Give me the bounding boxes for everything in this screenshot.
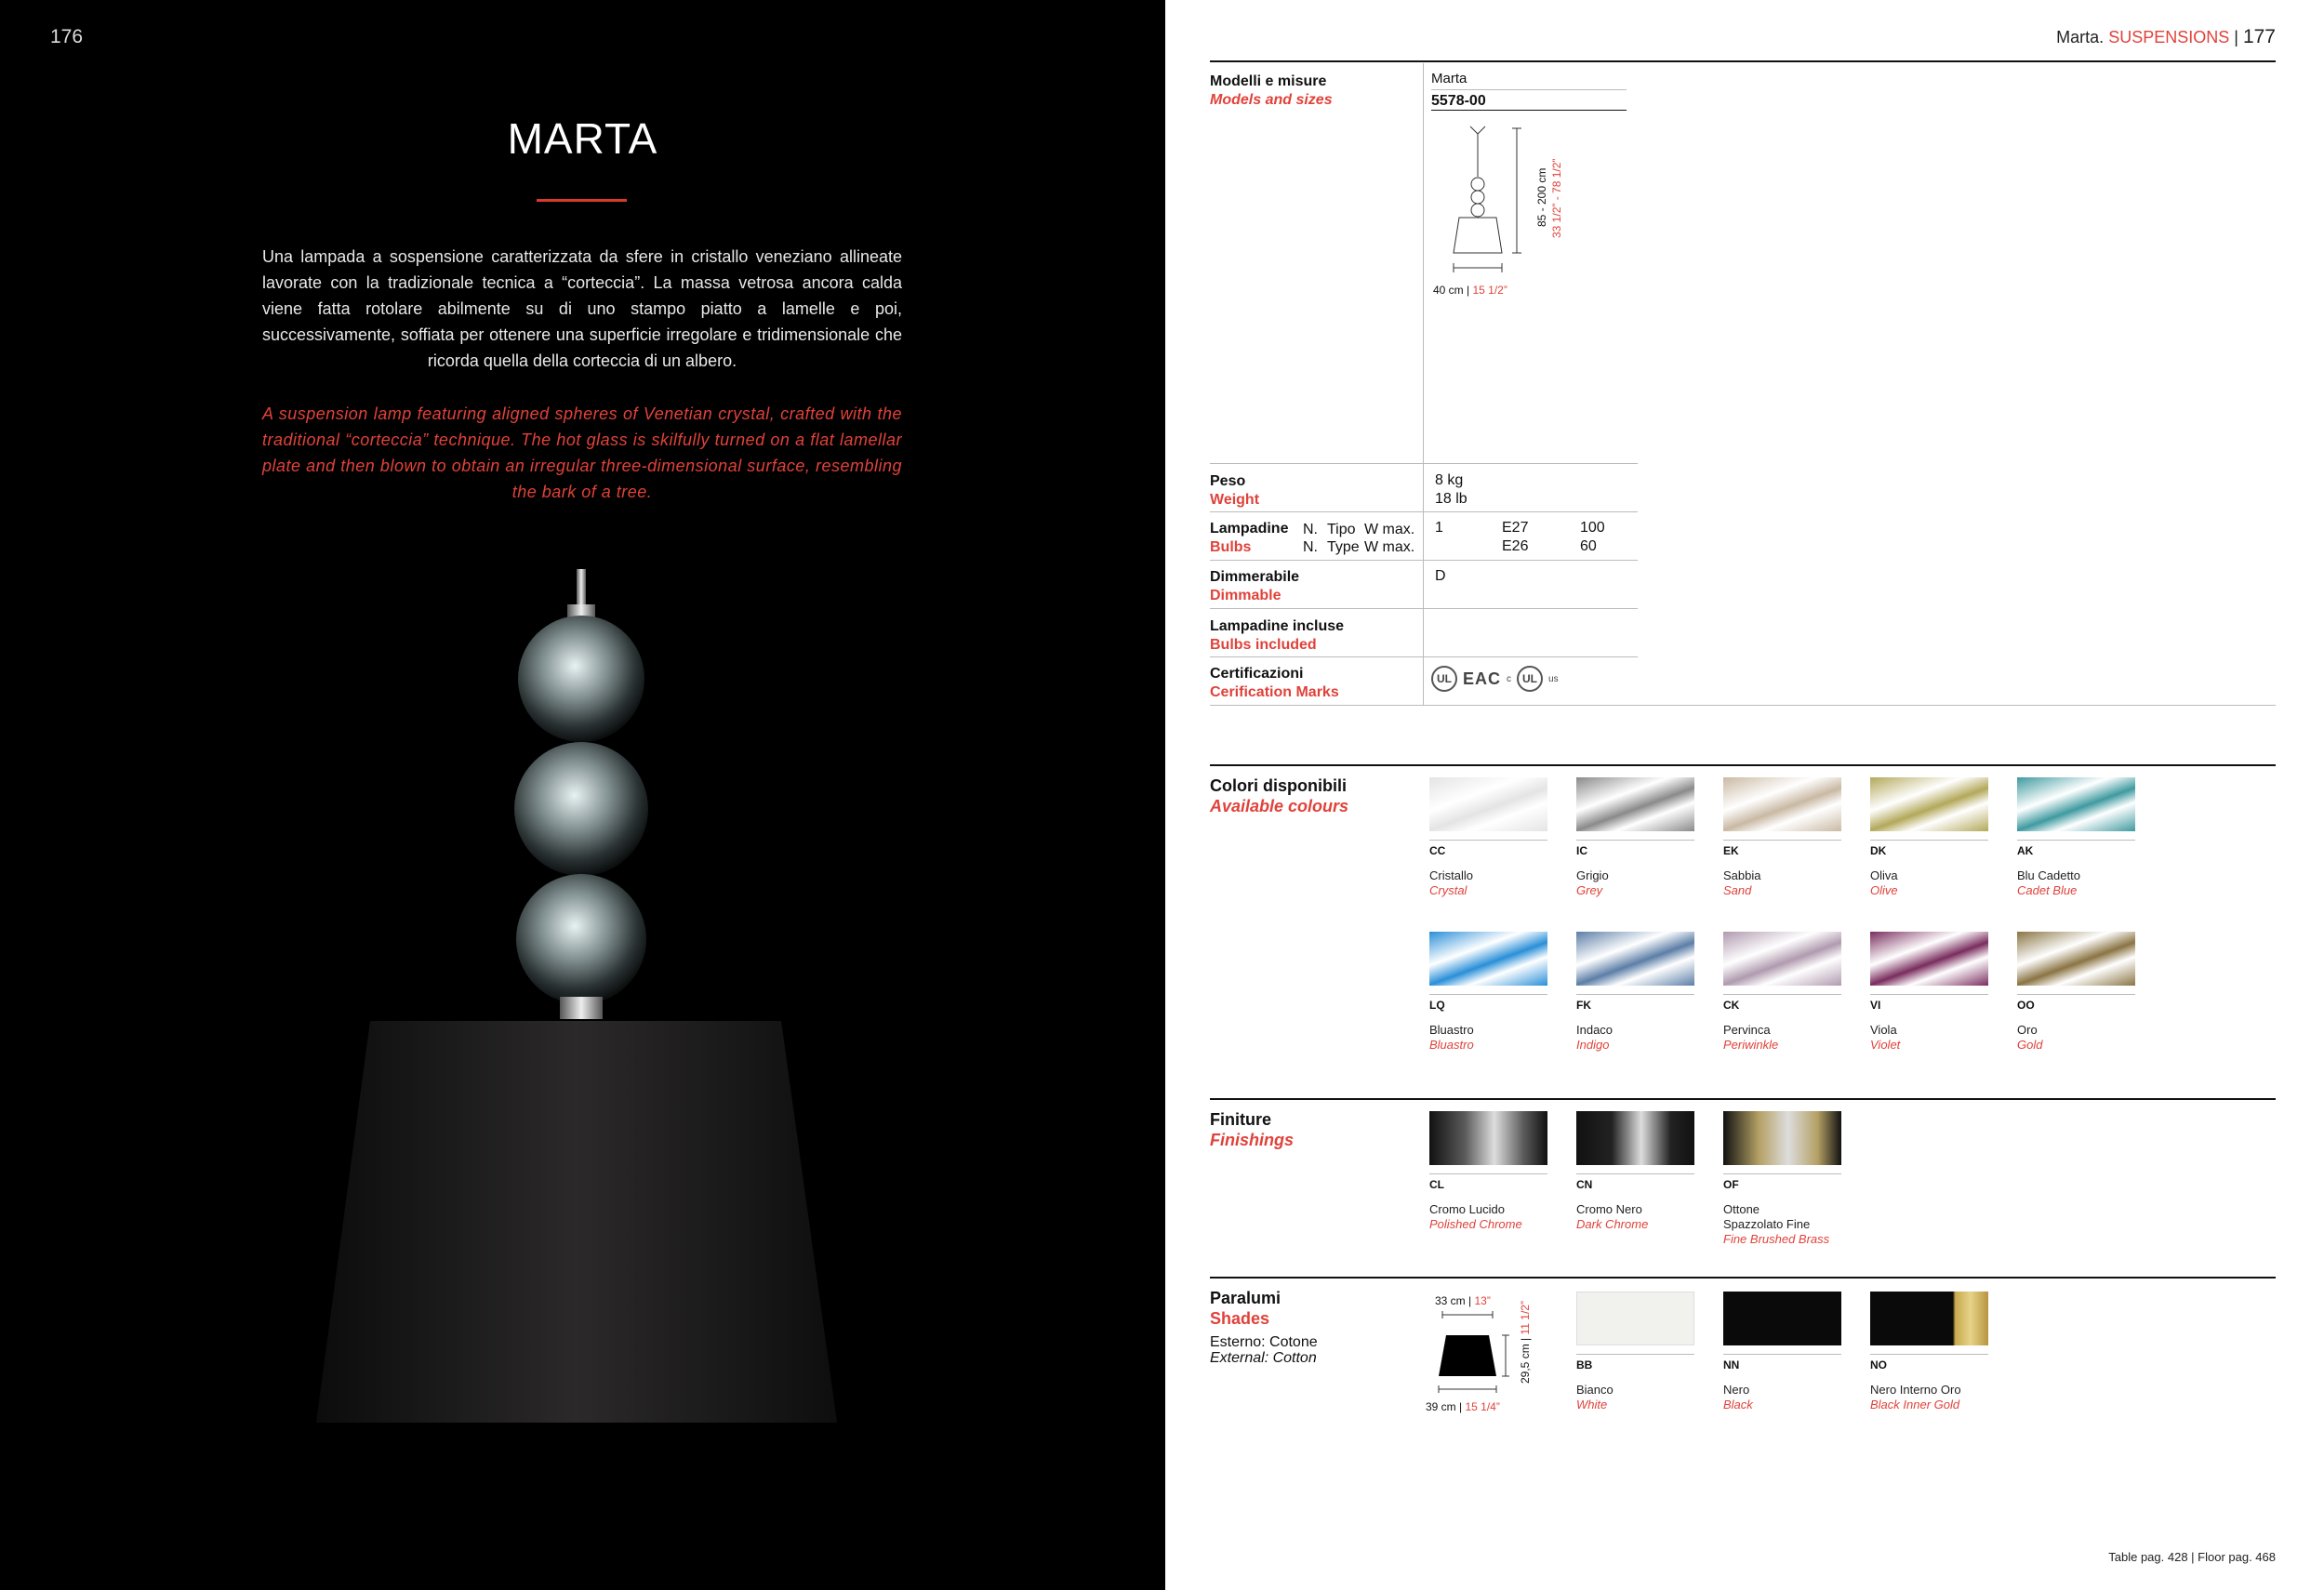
dimmable-label (1210, 568, 1299, 605)
page-header (2056, 26, 2276, 48)
header-category: SUSPENSIONS (2108, 28, 2230, 46)
colour-swatch-image (1723, 932, 1841, 986)
colour-swatch-name-en: Grey (1576, 883, 1603, 897)
finish-swatch-name-it: Cromo Nero (1576, 1202, 1642, 1216)
finishings-label-en: Finishings (1210, 1131, 1294, 1149)
colour-swatch-image (1429, 777, 1547, 831)
colour-swatch-ic (1576, 777, 1694, 898)
shade-swatch-rule (1870, 1354, 1988, 1355)
model-height-inch-label (1550, 159, 1563, 238)
shade-swatch-image (1870, 1292, 1988, 1345)
weight-lb: 18 lb (1435, 491, 1467, 507)
colour-swatch-name-it: Blu Cadetto (2017, 868, 2080, 882)
product-title: MARTA (507, 114, 658, 163)
shade-swatch-name-en: Black (1723, 1398, 1753, 1411)
bulbs-included-label-it: Lampadine incluse (1210, 618, 1345, 634)
cul-c-label: c (1507, 673, 1512, 684)
shades-rule (1210, 1277, 2276, 1279)
colour-swatch-name-en: Periwinkle (1723, 1038, 1779, 1052)
finish-swatch-code: OF (1723, 1178, 1739, 1191)
finish-swatch-image (1723, 1111, 1841, 1165)
colour-swatch-image (1429, 932, 1547, 986)
colour-swatch-name-it: Sabbia (1723, 868, 1761, 882)
colour-swatch-lq (1429, 932, 1547, 1053)
colour-swatch-ak (2017, 777, 2135, 898)
colour-swatch-ek (1723, 777, 1841, 898)
finishings-label-it: Finiture (1210, 1110, 1271, 1129)
description-italian: Una lampada a sospensione caratterizzata da sfere in cristallo veneziano allineate lavorate con la tradizionale tecnica a “corteccia”. La massa vetrosa ancora calda viene fatta rotolare abilmente su di uno stampo piatto a lamelle e poi, successivamente, soffiata per ottenere una superficie irregolare e tridimensionale che ricorda quella della corteccia di un albero. (262, 247, 902, 370)
colour-swatch-image (1576, 777, 1694, 831)
specs-bottom-rule (1210, 705, 2276, 706)
dimmable-label-it: Dimmerabile (1210, 569, 1300, 585)
shade-bottom-size: 39 cm | 15 1/4” (1426, 1400, 1500, 1413)
colour-swatch-rule (1576, 840, 1694, 841)
description-english: A suspension lamp featuring aligned spheres of Venetian crystal, crafted with the traditional “corteccia” technique. The hot glass is skilfully turned on a flat lamellar plate and then blown to obtain an irregular three-dimensional surface, resembling the bark of a tree. (262, 404, 902, 501)
shade-swatch-name-it: Bianco (1576, 1383, 1614, 1397)
bulbs-label-it: Lampadine (1210, 521, 1289, 537)
colour-swatch-name-it: Oliva (1870, 868, 1898, 882)
models-label (1210, 73, 1333, 110)
finish-swatch-code: CN (1576, 1178, 1593, 1191)
finish-swatch-name-en: Dark Chrome (1576, 1217, 1649, 1231)
finish-swatch-cn (1576, 1111, 1694, 1232)
colour-swatch-name-it: Cristallo (1429, 868, 1473, 882)
ul-mark-icon: UL (1431, 666, 1457, 692)
shade-swatch-code: BB (1576, 1358, 1593, 1371)
colour-swatch-name-en: Olive (1870, 883, 1898, 897)
colour-swatch-name-it: Indaco (1576, 1023, 1614, 1037)
cert-label-it: Certificazioni (1210, 666, 1304, 682)
colour-swatch-image (1723, 777, 1841, 831)
finish-swatch-rule (1429, 1173, 1547, 1174)
bulbs-count: 1 (1435, 520, 1443, 536)
model-width-in: 15 1/2” (1472, 284, 1507, 297)
model-name-rule (1431, 89, 1627, 90)
colour-swatch-name-en: Indigo (1576, 1038, 1610, 1052)
bulbs-included-rule (1210, 608, 1638, 609)
colour-swatch-rule (1429, 994, 1547, 995)
colour-swatch-cc (1429, 777, 1547, 898)
shade-height-cm: 29,5 cm (1519, 1344, 1532, 1384)
finish-swatch-name-en: Fine Brushed Brass (1723, 1232, 1830, 1246)
model-name: Marta (1431, 71, 1467, 86)
shade-swatch-name-en: Black Inner Gold (1870, 1398, 1960, 1411)
model-height-label (1535, 168, 1548, 227)
colour-swatch-dk (1870, 777, 1988, 898)
models-label-it: Modelli e misure (1210, 73, 1327, 89)
colour-swatch-image (1870, 777, 1988, 831)
cul-us-label: us (1548, 673, 1559, 684)
finish-swatch-rule (1576, 1173, 1694, 1174)
eac-mark-icon: EAC (1463, 669, 1502, 688)
weight-kg: 8 kg (1435, 472, 1464, 488)
model-height-in: 33 1/2” - 78 1/2” (1550, 158, 1563, 238)
model-width-label: 40 cm | 15 1/2” (1433, 284, 1507, 297)
page-number-left: 176 (50, 26, 84, 47)
colour-swatch-name-en: Violet (1870, 1038, 1901, 1052)
weight-rule (1210, 463, 1638, 464)
cert-label (1210, 665, 1339, 702)
colour-swatch-name-it: Viola (1870, 1023, 1897, 1037)
finish-swatch-name-it: Ottone (1723, 1202, 1760, 1216)
shades-label-it: Paralumi (1210, 1289, 1282, 1307)
bulbs-type-eu: E27 (1502, 520, 1529, 536)
shade-bottom-cm: 39 cm (1426, 1400, 1456, 1413)
colour-swatch-name-it: Oro (2017, 1023, 2038, 1037)
cul-mark-icon: UL (1517, 666, 1543, 692)
colour-swatch-rule (1870, 840, 1988, 841)
shade-swatch-name-en: White (1576, 1398, 1608, 1411)
colour-swatch-image (1576, 932, 1694, 986)
colour-swatch-rule (1576, 994, 1694, 995)
shade-swatch-image (1576, 1292, 1694, 1345)
finish-swatch-image (1429, 1111, 1547, 1165)
colour-swatch-vi (1870, 932, 1988, 1053)
shade-swatch-nn (1723, 1292, 1841, 1412)
shade-bottom-in: 15 1/4” (1465, 1400, 1500, 1413)
colour-swatch-name-it: Grigio (1576, 868, 1609, 882)
colour-swatch-name-en: Sand (1723, 883, 1752, 897)
bulbs-included-label (1210, 617, 1344, 655)
shade-height-in: 11 1/2” (1519, 1301, 1532, 1335)
finish-swatch-code: CL (1429, 1178, 1444, 1191)
finish-swatch-name-it-line2: Spazzolato Fine (1723, 1217, 1811, 1231)
shades-label (1210, 1288, 1281, 1329)
shades-material-it: Esterno: Cotone (1210, 1334, 1318, 1350)
bulbs-rule (1210, 511, 1638, 512)
header-product-name: Marta. (2056, 28, 2105, 46)
bulbs-n-header-en: N. (1303, 539, 1318, 555)
colour-swatch-name-en: Bluastro (1429, 1038, 1474, 1052)
finish-swatch-of (1723, 1111, 1841, 1247)
colour-swatch-ck (1723, 932, 1841, 1053)
colour-swatch-code: VI (1870, 999, 1881, 1012)
colour-swatch-code: OO (2017, 999, 2035, 1012)
weight-label-en: Weight (1210, 492, 1260, 508)
colour-swatch-name-it: Pervinca (1723, 1023, 1771, 1037)
bulbs-wmax-header-en: W max. (1364, 539, 1415, 555)
bulbs-included-label-en: Bulbs included (1210, 637, 1317, 653)
bulbs-label (1210, 520, 1288, 557)
model-height-cm: 85 - 200 cm (1535, 167, 1548, 227)
bulbs-type-header-en: Type (1327, 539, 1360, 555)
colour-swatch-rule (2017, 994, 2135, 995)
page-footer: Table pag. 428 | Floor pag. 468 (2108, 1550, 2276, 1564)
colour-swatch-rule (1870, 994, 1988, 995)
shades-material-en: External: Cotton (1210, 1350, 1317, 1366)
colour-swatch-name-en: Cadet Blue (2017, 883, 2078, 897)
finish-swatch-rule (1723, 1173, 1841, 1174)
colour-swatch-oo (2017, 932, 2135, 1053)
colour-swatch-code: FK (1576, 999, 1591, 1012)
weight-label-it: Peso (1210, 473, 1246, 489)
finish-swatch-name-en: Polished Chrome (1429, 1217, 1522, 1231)
weight-label (1210, 472, 1259, 510)
finish-swatch-cl (1429, 1111, 1547, 1232)
cert-rule (1210, 656, 1638, 657)
shade-swatch-image (1723, 1292, 1841, 1345)
shade-swatch-rule (1576, 1354, 1694, 1355)
bulbs-type-us: E26 (1502, 538, 1529, 554)
colour-swatch-code: AK (2017, 844, 2034, 857)
shade-top-size: 33 cm | 13” (1435, 1294, 1491, 1307)
bulbs-watt-eu: 100 (1580, 520, 1605, 536)
colour-swatch-code: LQ (1429, 999, 1445, 1012)
colours-label-en: Available colours (1210, 797, 1349, 815)
colour-swatch-rule (2017, 840, 2135, 841)
bulbs-type-header: Tipo (1327, 522, 1356, 537)
finishings-rule (1210, 1098, 2276, 1100)
colour-swatch-fk (1576, 932, 1694, 1053)
colours-label (1210, 775, 1348, 816)
cert-marks (1431, 666, 1559, 692)
colour-swatch-code: DK (1870, 844, 1887, 857)
finish-swatch-name-it: Cromo Lucido (1429, 1202, 1505, 1216)
colour-swatch-rule (1723, 994, 1841, 995)
dimmable-value: D (1435, 568, 1446, 584)
model-width-cm: 40 cm (1433, 284, 1464, 297)
shade-swatch-name-it: Nero (1723, 1383, 1750, 1397)
shade-height-label: 29,5 cm | 11 1/2” (1519, 1301, 1532, 1384)
shade-top-cm: 33 cm (1435, 1294, 1466, 1307)
colour-swatch-rule (1723, 840, 1841, 841)
bulbs-n-header: N. (1303, 522, 1318, 537)
colour-swatch-image (1870, 932, 1988, 986)
shade-swatch-no (1870, 1292, 1988, 1412)
colour-swatch-code: CK (1723, 999, 1740, 1012)
model-code-rule (1431, 110, 1627, 111)
header-rule (1210, 60, 2276, 62)
title-underline (537, 199, 627, 202)
finish-swatch-image (1576, 1111, 1694, 1165)
bulbs-wmax-header: W max. (1364, 522, 1415, 537)
model-code: 5578-00 (1431, 93, 1486, 109)
shade-swatch-code: NO (1870, 1358, 1887, 1371)
colour-swatch-name-en: Crystal (1429, 883, 1467, 897)
shades-label-en: Shades (1210, 1309, 1270, 1328)
bulbs-label-en: Bulbs (1210, 539, 1252, 555)
colour-swatch-image (2017, 932, 2135, 986)
colour-swatch-name-en: Gold (2017, 1038, 2043, 1052)
dimmable-rule (1210, 560, 1638, 561)
shade-swatch-bb (1576, 1292, 1694, 1412)
bulbs-watt-us: 60 (1580, 538, 1597, 554)
colour-swatch-name-it: Bluastro (1429, 1023, 1474, 1037)
cert-label-en: Cerification Marks (1210, 684, 1339, 700)
lamp-photo (316, 567, 856, 1432)
shade-swatch-name-it: Nero Interno Oro (1870, 1383, 1961, 1397)
shade-swatch-rule (1723, 1354, 1841, 1355)
header-separator: | (2234, 28, 2238, 46)
colour-swatch-code: IC (1576, 844, 1587, 857)
colour-swatch-rule (1429, 840, 1547, 841)
dimmable-label-en: Dimmable (1210, 588, 1282, 603)
shade-swatch-code: NN (1723, 1358, 1740, 1371)
finishings-label (1210, 1109, 1294, 1150)
colour-swatch-image (2017, 777, 2135, 831)
shade-dimension-drawing (1435, 1309, 1519, 1411)
page-number-right: 177 (2242, 26, 2276, 47)
colours-label-it: Colori disponibili (1210, 776, 1347, 795)
colours-rule (1210, 764, 2276, 766)
colour-swatch-code: CC (1429, 844, 1446, 857)
colour-swatch-code: EK (1723, 844, 1739, 857)
models-label-en: Models and sizes (1210, 92, 1333, 108)
shade-top-in: 13” (1474, 1294, 1491, 1307)
